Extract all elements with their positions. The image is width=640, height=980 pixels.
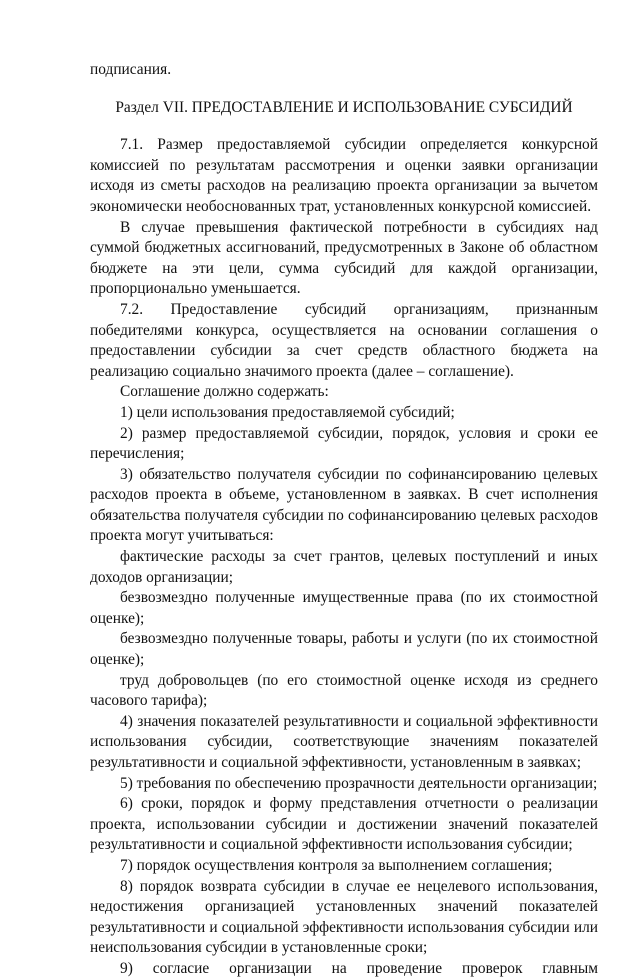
list-item: 1) цели использования предоставляемой субсидий; [120, 403, 455, 421]
list-item: 4) значения показателей результативности и социальной эффективности использования субсидии, соответствующие значениям показателей результативности и социальной эффективности, установленным в заявках; [90, 712, 598, 771]
paragraph: В случае превышения фактической потребности в субсидиях над суммой бюджетных ассигнований, предусмотренных в Законе об областном бюджете на эти цели, сумма субсидий для каждой организации, пропорционально уменьшается. [90, 218, 598, 298]
list-item: 8) порядок возврата субсидии в случае ее нецелевого использования, недостижения организацией установленных значений показателей результативности и социальной эффективности использования субсидии или неиспользования субсидии в установленные сроки; [90, 877, 598, 957]
paragraph: 7.1. Размер предоставляемой субсидии определяется конкурсной комиссией по результатам рассмотрения и оценки заявки организации исходя из сметы расходов на реализацию проекта организации за вычетом экономически необоснованных трат, установленных конкурсной комиссией. [90, 136, 598, 215]
list-item: 5) требования по обеспечению прозрачности деятельности организации; [120, 774, 598, 792]
list-item: 3) обязательство получателя субсидии по софинансированию целевых расходов проекта в объеме, установленном в заявках. В счет исполнения обязательства получателя субсидии по софинансированию целевых расходов проекта могут учитываться: [90, 465, 598, 545]
paragraph: 7.2. Предоставление субсидий организациям, признанным победителями конкурса, осуществляется на основании соглашения о предоставлении субсидии за счет средств областного бюджета на реализацию социально значимого проекта (далее – соглашение). [90, 300, 598, 380]
paragraph: Соглашение должно содержать: [120, 383, 329, 401]
list-item: 7) порядок осуществления контроля за выполнением соглашения; [120, 856, 553, 874]
list-item: 6) сроки, порядок и форму представления отчетности о реализации проекта, использовании субсидии и достижении значений показателей результативности и социальной эффективности использования субсидии; [90, 795, 598, 854]
continuation-text: подписания. [90, 61, 172, 78]
list-subitem: труд добровольцев (по его стоимостной оценке исходя из среднего часового тарифа); [90, 671, 598, 710]
list-subitem: безвозмездно полученные товары, работы и услуги (по их стоимостной оценке); [90, 630, 598, 669]
section-heading: Раздел VII. ПРЕДОСТАВЛЕНИЕ И ИСПОЛЬЗОВАНИЕ СУБСИДИЙ [115, 98, 573, 116]
list-subitem: безвозмездно полученные имущественные права (по их стоимостной оценке); [90, 589, 598, 627]
list-item: 9) согласие организации на проведение проверок главным [120, 959, 598, 977]
list-item: 2) размер предоставляемой субсидии, порядок, условия и сроки ее перечисления; [90, 424, 598, 463]
document-body [90, 60, 598, 980]
list-subitem: фактические расходы за счет грантов, целевых поступлений и иных доходов организации; [90, 548, 598, 586]
